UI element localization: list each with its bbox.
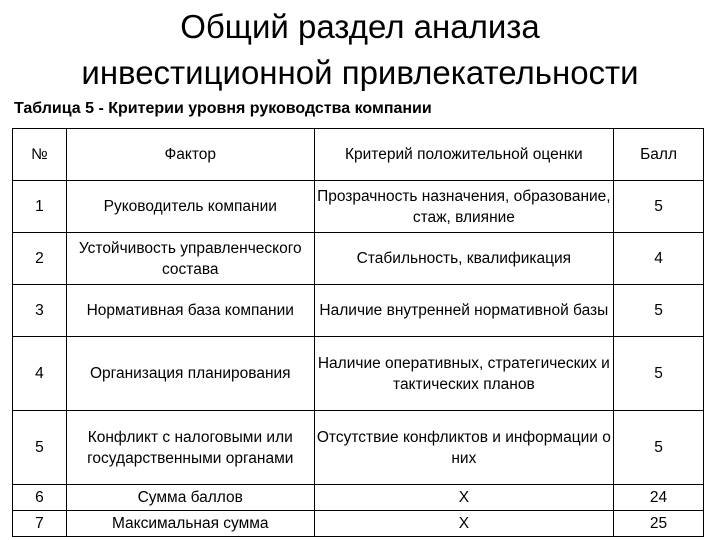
table-row [13,181,704,233]
cell-criterion: Отсутствие конфликтов и информации о них [314,411,614,485]
criteria-table [12,128,704,537]
cell-num: 4 [13,337,67,411]
cell-score: 5 [614,285,704,337]
cell-num: 7 [13,511,67,537]
cell-score: 5 [614,181,704,233]
cell-factor: Устойчивость управленческого состава [66,233,314,285]
title-line-2: инвестиционной привлекательности [81,54,639,91]
cell-num: 2 [13,233,67,285]
cell-criterion: Х [314,485,614,511]
cell-criterion: Наличие оперативных, стратегических и тактических планов [314,337,614,411]
cell-criterion: Х [314,511,614,537]
cell-factor: Организация планирования [66,337,314,411]
cell-score: 5 [614,337,704,411]
cell-num: 1 [13,181,67,233]
table-caption: Таблица 5 - Критерии уровня руководства компании [14,100,432,117]
title-line-1: Общий раздел анализа [180,8,540,45]
table-header-row [13,129,704,181]
table-row [13,511,704,537]
header-num: № [13,129,67,181]
header-criterion: Критерий положительной оценки [314,129,614,181]
cell-factor: Максимальная сумма [66,511,314,537]
cell-criterion: Стабильность, квалификация [314,233,614,285]
cell-num: 5 [13,411,67,485]
cell-criterion: Наличие внутренней нормативной базы [314,285,614,337]
cell-factor: Конфликт с налоговыми или государственными органами [66,411,314,485]
cell-score: 5 [614,411,704,485]
table-row [13,233,704,285]
cell-score: 25 [614,511,704,537]
header-score: Балл [614,129,704,181]
cell-criterion: Прозрачность назначения, образование, стаж, влияние [314,181,614,233]
table-row [13,411,704,485]
header-factor: Фактор [66,129,314,181]
page-title [0,4,720,96]
cell-num: 3 [13,285,67,337]
cell-num: 6 [13,485,67,511]
table-row [13,285,704,337]
table-row [13,337,704,411]
cell-score: 4 [614,233,704,285]
table-row [13,485,704,511]
cell-factor: Нормативная база компании [66,285,314,337]
cell-factor: Руководитель компании [66,181,314,233]
cell-factor: Сумма баллов [66,485,314,511]
cell-score: 24 [614,485,704,511]
